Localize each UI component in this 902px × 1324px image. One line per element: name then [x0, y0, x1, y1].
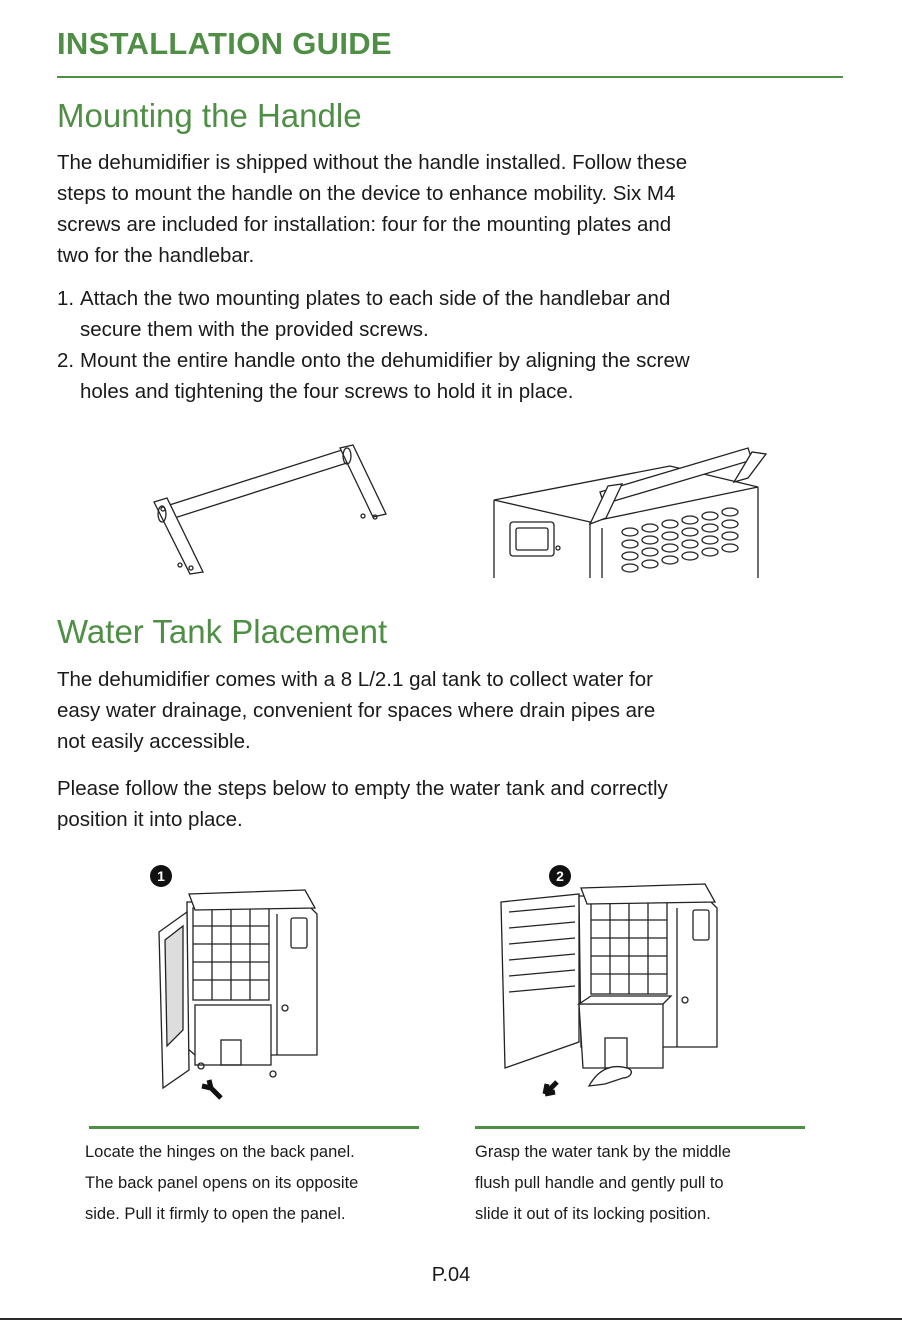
handle-intro-line: screws are included for installation: four for the mounting plates and — [57, 213, 672, 236]
caption-line: slide it out of its locking position. — [475, 1205, 711, 1223]
tank-intro-line: easy water drainage, convenient for spaces where drain pipes are — [57, 699, 656, 722]
caption-line: flush pull handle and gently pull to — [475, 1174, 724, 1192]
caption-line: side. Pull it firmly to open the panel. — [85, 1205, 346, 1223]
step-badge: 2 — [549, 865, 571, 887]
step-text: secure them with the provided screws. — [80, 318, 429, 341]
step-text: holes and tightening the four screws to hold it in place. — [80, 380, 574, 403]
handle-intro — [57, 147, 847, 271]
page-number: P.04 — [431, 1264, 471, 1286]
caption-line: Locate the hinges on the back panel. — [85, 1143, 355, 1161]
step-text: Mount the entire handle onto the dehumidifier by aligning the screw — [80, 349, 690, 372]
caption-rule — [475, 1126, 805, 1129]
bottom-border — [0, 1318, 902, 1320]
handle-intro-line: two for the handlebar. — [57, 244, 255, 267]
caption-line: The back panel opens on its opposite — [85, 1174, 359, 1192]
tank-instructions-line: Please follow the steps below to empty the water tank and correctly — [57, 777, 668, 800]
step-number: 2. — [57, 349, 75, 372]
caption-rule — [89, 1126, 419, 1129]
handlebar-illustration — [150, 444, 390, 579]
handle-intro-line: steps to mount the handle on the device to enhance mobility. Six M4 — [57, 182, 676, 205]
dehumidifier-back-panel-open-illustration — [155, 880, 325, 1100]
list-item — [57, 283, 847, 345]
caption-line: Grasp the water tank by the middle — [475, 1143, 731, 1161]
dehumidifier-tank-removal-illustration — [495, 872, 725, 1102]
figure-caption — [85, 1137, 358, 1230]
handle-steps-list — [57, 283, 847, 407]
section-heading-handle: Mounting the Handle — [57, 97, 362, 134]
step-text: Attach the two mounting plates to each side of the handlebar and — [80, 287, 671, 310]
step-badge: 1 — [150, 865, 172, 887]
tank-intro-line: not easily accessible. — [57, 730, 251, 753]
list-item — [57, 345, 847, 407]
tank-instructions-line: position it into place. — [57, 808, 243, 831]
section-heading-tank: Water Tank Placement — [57, 613, 388, 650]
handle-intro-line: The dehumidifier is shipped without the handle installed. Follow these — [57, 151, 688, 174]
tank-instructions — [57, 773, 847, 835]
title-divider — [57, 76, 843, 78]
vent-grille — [622, 508, 738, 572]
page-title: INSTALLATION GUIDE — [57, 26, 392, 61]
figure-caption — [475, 1137, 731, 1230]
handle-mounted-illustration — [490, 444, 765, 579]
tank-intro-line: The dehumidifier comes with a 8 L/2.1 gal tank to collect water for — [57, 668, 653, 691]
tank-intro — [57, 664, 847, 757]
step-number: 1. — [57, 287, 75, 310]
